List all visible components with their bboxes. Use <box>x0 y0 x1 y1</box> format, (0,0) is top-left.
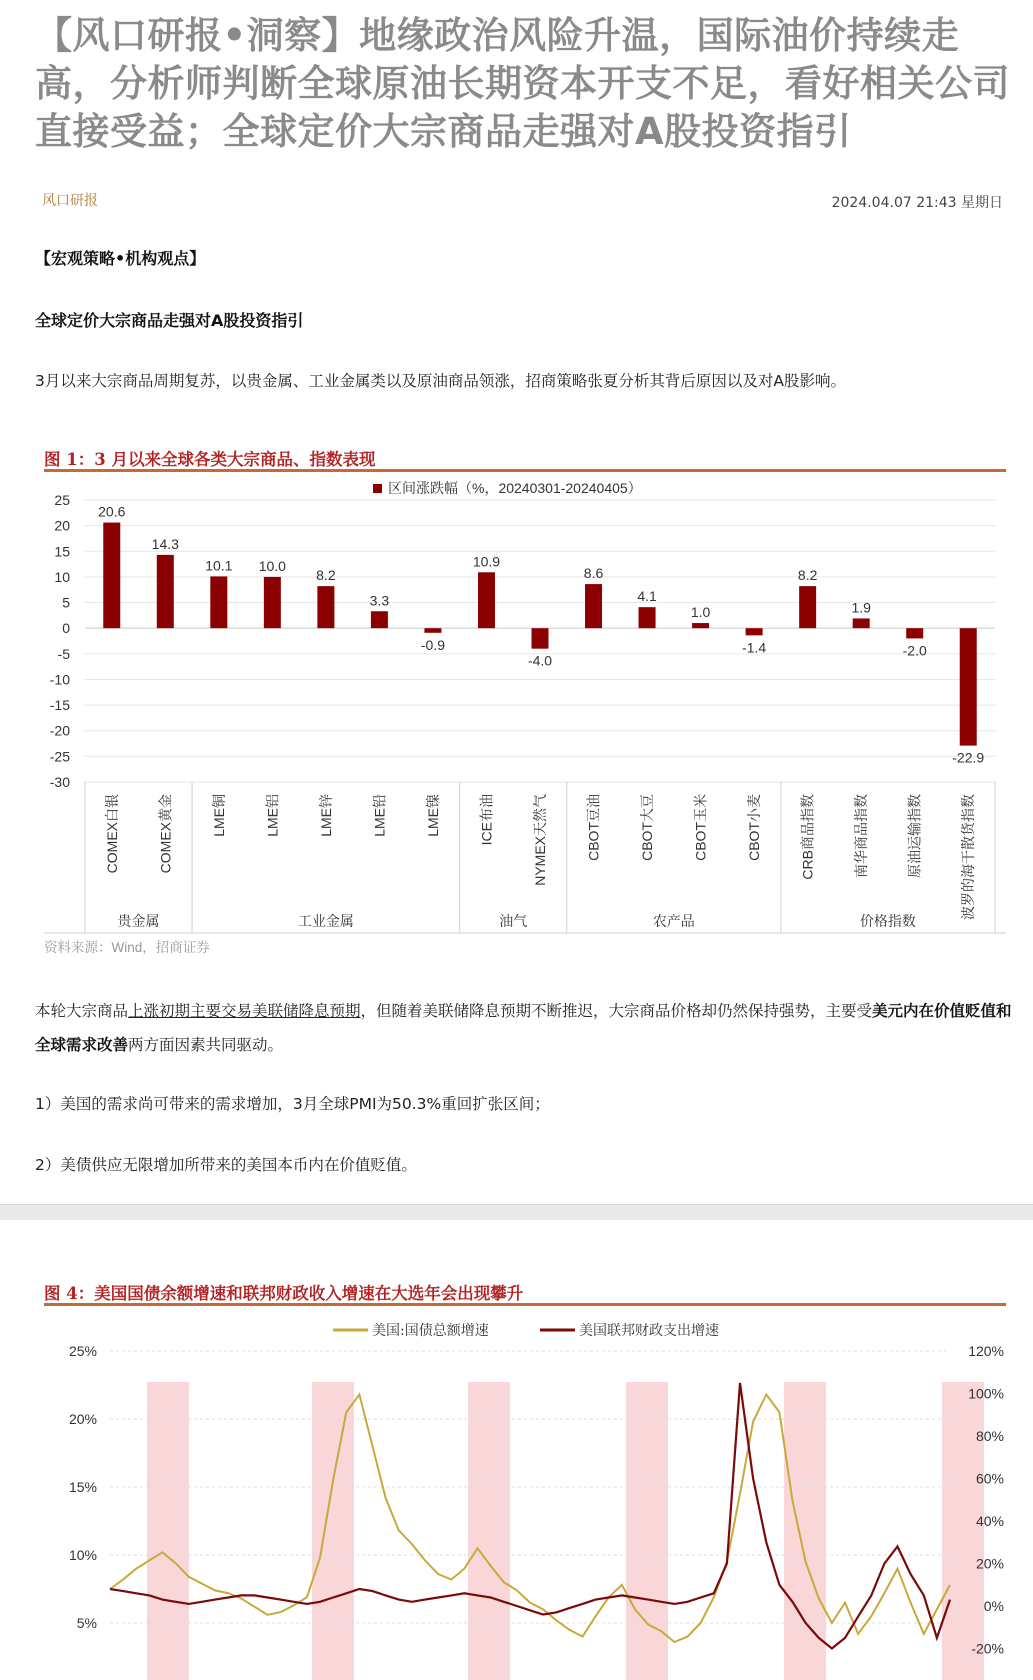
y-tick-label: 0 <box>62 620 70 637</box>
election-year-band <box>626 1382 668 1680</box>
group-label: 农产品 <box>652 914 695 930</box>
bar-value-label: 4.1 <box>637 588 657 605</box>
legend-label: 区间涨跌幅（%，20240301-20240405） <box>388 480 642 496</box>
left-y-tick-label: 5% <box>76 1615 97 1631</box>
para1-text-c: 两方面因素共同驱动。 <box>128 1036 284 1054</box>
article-subhead: 全球定价大宗商品走强对A股投资指引 <box>35 311 304 330</box>
right-y-tick-label: 120% <box>968 1343 1004 1359</box>
bar-value-label: 1.0 <box>690 604 711 621</box>
publish-datetime: 2024.04.07 21:43 星期日 <box>831 195 1003 211</box>
bar <box>478 572 495 628</box>
election-year-band <box>147 1382 189 1680</box>
election-year-band <box>312 1382 354 1680</box>
y-tick-label: -20 <box>49 722 70 739</box>
right-y-tick-label: 60% <box>975 1470 1004 1487</box>
right-y-tick-label: 40% <box>975 1513 1004 1529</box>
point-1: 1）美国的需求尚可带来的需求增加，3月全球PMI为50.3%重回扩张区间； <box>35 1095 550 1113</box>
intro-paragraph: 3月以来大宗商品周期复苏，以贵金属、工业金属类以及原油商品领涨，招商策略张夏分析其背后原因以及对A股影响。 <box>35 372 846 390</box>
bar <box>371 611 388 628</box>
body-paragraph-1 <box>35 994 1015 1062</box>
bar-value-label: 20.6 <box>98 503 126 520</box>
bar-value-label: 8.2 <box>316 567 336 584</box>
category-label: CBOT玉米 <box>692 794 709 861</box>
para1-text-b: ，但随着美联储降息预期不断推迟，大宗商品价格却仍然保持强势，主要受 <box>360 1002 873 1020</box>
para1-bold: 美元内在价值贬值和全球需求改善 <box>35 1002 1012 1054</box>
bar <box>960 628 977 745</box>
section-divider <box>0 1204 1033 1220</box>
y-tick-label: 20 <box>54 517 70 534</box>
y-tick-label: -30 <box>49 774 70 790</box>
bar-value-label: -2.0 <box>902 642 927 659</box>
figure1-source: 资料来源：Wind，招商证券 <box>44 940 210 955</box>
y-tick-label: 5 <box>62 594 70 611</box>
election-year-band <box>468 1382 510 1680</box>
bar-value-label: 8.2 <box>797 567 818 584</box>
group-label: 工业金属 <box>297 914 354 930</box>
bar <box>317 586 334 628</box>
bar-value-label: -4.0 <box>527 652 553 669</box>
bar <box>853 618 870 628</box>
bar <box>906 628 923 638</box>
category-label: LME锌 <box>317 794 334 837</box>
y-tick-label: -5 <box>57 645 70 662</box>
left-y-tick-label: 10% <box>68 1547 97 1563</box>
bar <box>264 577 281 628</box>
category-label: CBOT小麦 <box>746 794 763 861</box>
bar-value-label: 8.6 <box>583 565 604 582</box>
category-label: CBOT大豆 <box>639 794 656 861</box>
para1-text-a: 本轮大宗商品 <box>35 1002 129 1020</box>
bar-value-label: 10.1 <box>205 557 233 574</box>
y-tick-label: 25 <box>54 492 70 508</box>
bar-value-label: -0.9 <box>420 636 446 653</box>
article-headline: 【风口研报•洞察】地缘政治风险升温，国际油价持续走高，分析师判断全球原油长期资本开支不足，看好相关公司直接受益；全球定价大宗商品走强对A股投资指引 <box>35 14 1010 153</box>
bar <box>532 628 549 649</box>
election-year-band <box>942 1382 984 1680</box>
right-y-tick-label: 0% <box>983 1598 1004 1614</box>
section-tag: 【宏观策略•机构观点】 <box>35 249 206 268</box>
left-y-tick-label: 20% <box>68 1411 97 1427</box>
commodity-bar-chart <box>0 470 1033 960</box>
category-label: ICE布油 <box>478 794 495 846</box>
bar <box>157 555 174 628</box>
category-label: 波罗的海干散货指数 <box>960 794 977 920</box>
group-label: 贵金属 <box>117 914 160 930</box>
category-label: 原油运输指数 <box>906 794 923 878</box>
bar <box>210 576 227 628</box>
right-y-tick-label: 80% <box>975 1428 1004 1444</box>
y-tick-label: -15 <box>49 697 70 714</box>
category-label: LME铅 <box>371 794 388 837</box>
bar-value-label: 14.3 <box>151 535 179 552</box>
bar-value-label: -1.4 <box>742 639 767 656</box>
group-label: 价格指数 <box>859 914 916 930</box>
election-year-band <box>784 1382 826 1680</box>
legend-label-gold: 美国:国债总额增速 <box>372 1323 489 1339</box>
category-label: LME铝 <box>264 794 281 837</box>
category-label: LME铜 <box>210 794 227 837</box>
bar <box>746 628 763 635</box>
figure1-title: 图 1：3 月以来全球各类大宗商品、指数表现 <box>44 450 376 469</box>
bar <box>585 584 602 628</box>
right-y-tick-label: 20% <box>975 1555 1004 1572</box>
y-tick-label: -25 <box>49 748 70 765</box>
point-2: 2）美债供应无限增加所带来的美国本币内在价值贬值。 <box>35 1156 417 1174</box>
category-label: LME镍 <box>424 794 441 837</box>
legend-swatch <box>373 484 382 493</box>
y-tick-label: 15 <box>54 543 70 560</box>
bar-value-label: 1.9 <box>851 599 871 616</box>
right-y-tick-label: 100% <box>968 1385 1004 1402</box>
category-label: CRB商品指数 <box>799 794 816 880</box>
legend-label-red: 美国联邦财政支出增速 <box>579 1323 719 1339</box>
left-y-tick-label: 15% <box>68 1479 97 1495</box>
figure4-title: 图 4：美国国债余额增速和联邦财政收入增速在大选年会出现攀升 <box>44 1284 524 1303</box>
bar <box>103 523 120 629</box>
bar <box>639 607 656 628</box>
debt-spending-line-chart <box>0 1306 1033 1680</box>
bar <box>799 586 816 628</box>
y-tick-label: -10 <box>49 671 70 688</box>
y-tick-label: 10 <box>54 568 70 585</box>
source-link[interactable]: 风口研报 <box>42 193 98 209</box>
bar-value-label: 10.9 <box>472 553 501 570</box>
group-label: 油气 <box>499 914 528 930</box>
right-y-tick-label: -20% <box>971 1640 1004 1657</box>
category-label: NYMEX天然气 <box>532 794 548 886</box>
bar-value-label: 10.0 <box>258 557 286 574</box>
category-label: COMEX白银 <box>103 794 120 874</box>
bar-value-label: 3.3 <box>369 592 390 609</box>
bar <box>424 628 441 633</box>
left-y-tick-label: 25% <box>68 1343 97 1359</box>
bar-value-label: -22.9 <box>952 749 985 766</box>
bar <box>692 623 709 628</box>
category-label: 南华商品指数 <box>853 794 870 878</box>
para1-underlined: 上涨初期主要交易美联储降息预期 <box>128 1002 361 1020</box>
category-label: COMEX黄金 <box>157 794 174 874</box>
category-label: CBOT豆油 <box>585 794 602 861</box>
